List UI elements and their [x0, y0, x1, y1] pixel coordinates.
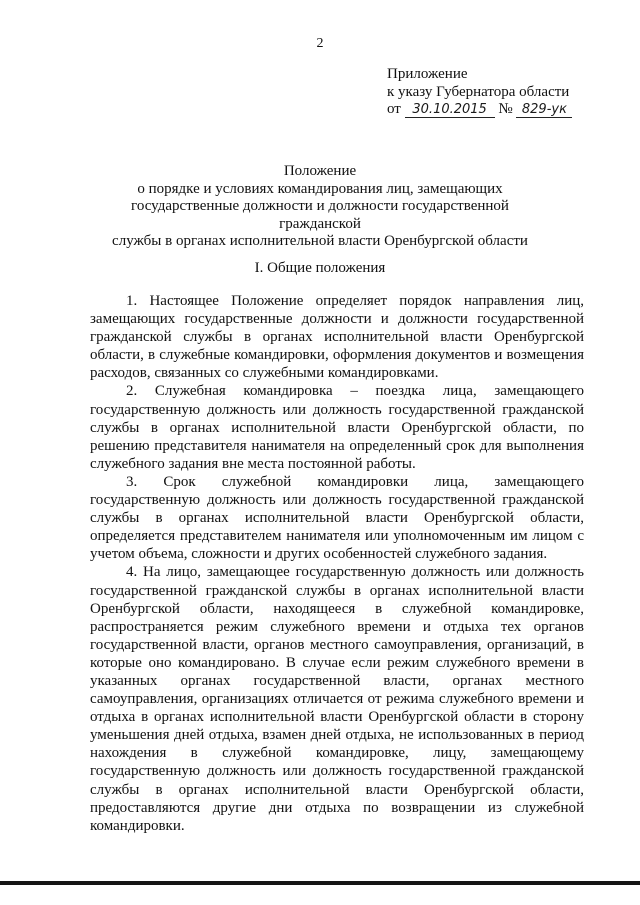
document-title [90, 163, 550, 251]
title-line-3: государственные должности и должности государственной гражданской [131, 198, 509, 232]
appendix-date-number-line [387, 101, 627, 119]
title-line-1: Положение [283, 163, 357, 179]
handwritten-number: 829-ук [516, 103, 572, 118]
handwritten-date: 30.10.2015 [405, 103, 495, 118]
section-heading: I. Общие положения [254, 260, 386, 276]
paragraph-1: 1. Настоящее Положение определяет порядок направления лиц, замещающих государственные должности и должности государственной гражданской службы в органах исполнительной власти Оренбургской области, в служебные командировки, оформления документов и возмещения расходов, связанных со служебными командировками. [90, 293, 584, 382]
paragraph-4: 4. На лицо, замещающее государственную должность или должность государственной гражданской службы в органах исполнительной власти Оренбургской области, находящееся в служебной командировке, распространяется режим служебного времени и отдыха тех органов государственной власти, органов местного самоуправления, организаций, в которые оно командировано. В случае если режим служебного времени в указанных органах государственной власти, органах местного самоуправления, организациях отличается от режима служебного времени и отдыха в органах исполнительной власти Оренбургской области в сторону уменьшения дней отдыха, взамен дней отдыха, не использованных в период нахождения в служебной командировке, лицу, замещающему государственную должность или должность государственной гражданской службы в органах исполнительной власти Оренбургской области, предоставляются другие дни отдыха по возвращении из служебной командировки. [90, 564, 584, 834]
from-label: от [387, 101, 401, 117]
paragraph-2: 2. Служебная командировка – поездка лица, замещающего государственную должность или должность государственной гражданской службы в органах исполнительной власти Оренбургской области, по решению представителя нанимателя на определенный срок для выполнения служебного задания вне места постоянной работы. [90, 383, 584, 472]
page-number: 2 [316, 36, 324, 51]
document-body [90, 292, 584, 835]
paragraph-3: 3. Срок служебной командировки лица, замещающего государственную должность или должность государственной гражданской службы в органах исполнительной власти Оренбургской области, определяется представителем нанимателя или уполномоченным им лицом с учетом объема, сложности и других особенностей служебного задания. [90, 473, 584, 563]
appendix-decree-reference: к указу Губернатора области [387, 83, 570, 100]
bottom-scan-edge [0, 881, 640, 885]
number-label: № [498, 101, 513, 117]
appendix-title: Приложение [387, 66, 468, 82]
title-line-2: о порядке и условиях командирования лиц, замещающих [137, 180, 503, 197]
appendix-block [387, 66, 627, 119]
title-line-4: службы в органах исполнительной власти Оренбургской области [112, 233, 528, 249]
